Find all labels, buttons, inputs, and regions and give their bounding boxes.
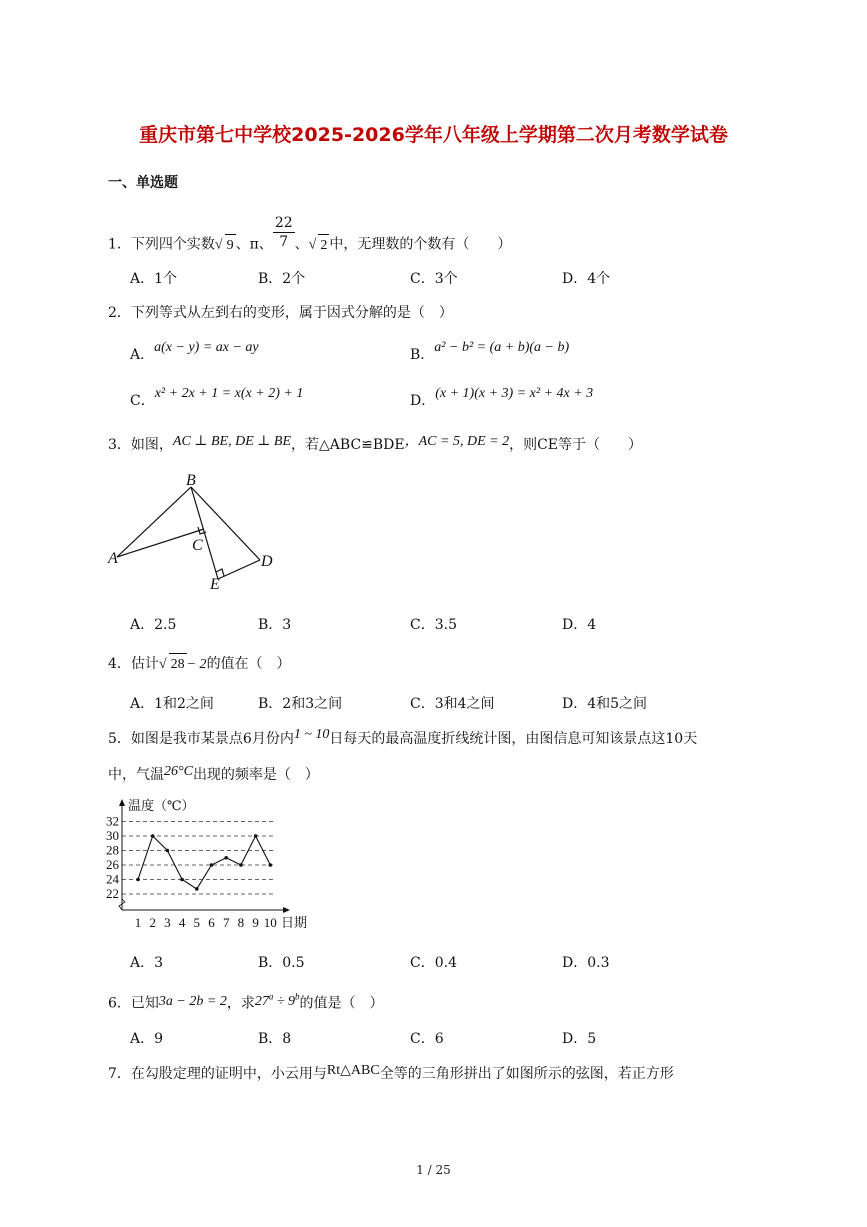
q1-prefix: 1．下列四个实数 — [108, 236, 215, 253]
triangle-figure — [100, 468, 300, 596]
q3-given: ，AC = 5, DE = 2 — [404, 434, 510, 449]
q2-option-b[interactable] — [410, 340, 570, 364]
data-point — [224, 856, 228, 860]
exponent-a: a — [268, 991, 274, 1001]
y-tick-label: 32 — [106, 813, 119, 829]
question-7 — [108, 1063, 674, 1086]
x-tick-label: 1 — [134, 915, 142, 930]
y-tick-label: 24 — [106, 871, 119, 887]
q6-mid: ，求 — [226, 995, 255, 1012]
label-b: B — [186, 472, 196, 489]
q5-text-c: 中，气温 — [108, 767, 164, 783]
section-heading: 一、单选题 — [108, 175, 178, 191]
x-tick-label: 5 — [193, 915, 201, 930]
option-label: C． — [130, 393, 155, 409]
data-point — [269, 863, 273, 867]
q1-option-d[interactable]: D．4个 — [562, 271, 611, 287]
sqrt-sign: √ — [308, 237, 317, 253]
q5-date-range: 1 ~ 10 — [293, 727, 330, 742]
q1-suffix: 中，无理数的个数有（ ） — [329, 236, 512, 253]
q6-option-b[interactable]: B．8 — [258, 1031, 292, 1047]
option-expression: a(x − y) = ax − ay — [154, 340, 259, 355]
data-point — [239, 863, 243, 867]
data-point — [166, 849, 170, 853]
question-3 — [108, 434, 642, 457]
sqrt-sign: √ — [158, 657, 167, 672]
segment-ac — [117, 529, 204, 557]
sqrt-sign: √ — [214, 237, 223, 253]
data-point — [254, 834, 258, 838]
q3-ask: ，则CE等于（ ） — [509, 437, 643, 453]
q6-option-d[interactable]: D．5 — [562, 1031, 597, 1047]
label-e: E — [210, 576, 220, 593]
x-tick-label: 8 — [237, 915, 245, 930]
x-tick-label: 4 — [178, 915, 186, 930]
option-expression: x² + 2x + 1 = x(x + 2) + 1 — [154, 386, 304, 401]
q4-option-a[interactable]: A．1和2之间 — [130, 696, 214, 712]
q5-text-d: 出现的频率是（ ） — [192, 767, 319, 783]
x-axis-arrow — [283, 907, 290, 913]
fraction — [273, 214, 295, 251]
y-axis-label: 温度（℃） — [128, 798, 195, 813]
exponent-b: b — [295, 991, 300, 1001]
q6-option-c[interactable]: C．6 — [410, 1031, 444, 1047]
q5-option-c[interactable]: C．0.4 — [410, 955, 457, 971]
q5-option-d[interactable]: D．0.3 — [562, 955, 610, 971]
option-expression: a² − b² = (a + b)(a − b) — [434, 340, 570, 355]
q3-prefix: 3．如图， — [108, 437, 173, 453]
right-angle-mark-c — [198, 527, 206, 534]
q1-option-c[interactable]: C．3个 — [410, 271, 458, 287]
q5-temperature: 26°C — [164, 764, 193, 779]
x-tick-label: 9 — [252, 915, 259, 930]
segment-ed — [218, 560, 260, 579]
option-label: D． — [410, 393, 436, 409]
q4-option-c[interactable]: C．3和4之间 — [410, 696, 495, 712]
q3-option-c[interactable]: C．3.5 — [410, 617, 457, 633]
question-2: 2．下列等式从左到右的变形，属于因式分解的是（ ） — [108, 305, 453, 321]
q1-option-b[interactable]: B．2个 — [258, 271, 306, 287]
q7-prefix: 7．在勾股定理的证明中，小云用与 — [108, 1066, 327, 1082]
q7-triangle: Rt△ABC — [326, 1063, 380, 1078]
page-number: 1 / 25 — [416, 1163, 451, 1177]
q3-option-b[interactable]: B．3 — [258, 617, 292, 633]
q1-option-a[interactable]: A．1个 — [130, 271, 178, 287]
label-a: A — [108, 550, 118, 567]
sqrt-9: 9 — [225, 234, 236, 257]
q7-suffix: 全等的三角形拼出了如图所示的弦图，若正方形 — [379, 1066, 674, 1082]
fraction-denominator: 7 — [279, 234, 289, 250]
q3-option-d[interactable]: D．4 — [562, 617, 597, 633]
q2-option-c[interactable] — [130, 386, 304, 410]
data-point — [195, 887, 199, 891]
y-tick-label: 22 — [106, 886, 119, 901]
q1-sep1: 、π、 — [235, 236, 273, 253]
q5-option-b[interactable]: B．0.5 — [258, 955, 305, 971]
question-4 — [108, 653, 291, 676]
x-tick-label: 7 — [222, 915, 230, 930]
q2-option-a[interactable] — [130, 340, 259, 364]
q2-option-d[interactable] — [410, 386, 594, 410]
q6-condition: 3a − 2b = 2 — [158, 993, 227, 1009]
x-axis-label: 日期 — [281, 915, 308, 930]
option-label: B． — [410, 347, 435, 363]
q4-suffix: 的值在（ ） — [206, 656, 291, 672]
option-expression: (x + 1)(x + 3) = x² + 4x + 3 — [435, 386, 594, 401]
q4-option-b[interactable]: B．2和3之间 — [258, 696, 343, 712]
data-point — [136, 878, 140, 882]
label-c: C — [192, 537, 203, 554]
q1-sep2: 、 — [294, 236, 309, 253]
y-tick-label: 26 — [106, 857, 119, 872]
q4-option-d[interactable]: D．4和5之间 — [562, 696, 648, 712]
q6-prefix: 6．已知 — [108, 995, 159, 1012]
x-tick-label: 2 — [149, 915, 156, 930]
q6-option-a[interactable]: A．9 — [130, 1031, 164, 1047]
q4-prefix: 4．估计 — [108, 656, 159, 672]
sqrt-2: 2 — [318, 234, 329, 257]
q3-condition: AC ⊥ BE, DE ⊥ BE — [172, 434, 292, 449]
y-tick-label: 30 — [106, 828, 119, 843]
q4-minus-two: − 2 — [186, 657, 207, 672]
base-27: 27 — [254, 993, 269, 1009]
sqrt-28: 28 — [169, 653, 187, 676]
y-axis-arrow — [119, 799, 125, 806]
option-label: A． — [130, 347, 155, 363]
q3-congruence: ，若△ABC≌BDE — [291, 437, 405, 453]
data-point — [210, 863, 214, 867]
question-5-line-1 — [108, 728, 697, 751]
q5-text-a: 5．如图是我市某景点6月份内 — [108, 731, 294, 747]
segment-ab — [117, 487, 191, 557]
question-5-line-2 — [108, 764, 319, 787]
fraction-numerator: 22 — [274, 215, 293, 231]
question-6 — [108, 988, 384, 1016]
x-tick-label: 6 — [208, 915, 215, 930]
data-point — [180, 878, 184, 882]
temperature-series-line — [138, 836, 270, 889]
base-9: 9 — [288, 993, 296, 1009]
x-tick-label: 10 — [263, 915, 277, 930]
q5-text-b: 日每天的最高温度折线统计图，由图信息可知该景点这10天 — [329, 731, 698, 747]
temperature-line-chart — [100, 796, 320, 936]
page-title: 重庆市第七中学校2025-2026学年八年级上学期第二次月考数学试卷 — [139, 124, 728, 146]
q5-option-a[interactable]: A．3 — [130, 955, 164, 971]
y-tick-label: 28 — [106, 842, 119, 858]
label-d: D — [261, 553, 273, 570]
question-1 — [108, 215, 512, 263]
q6-suffix: 的值是（ ） — [299, 995, 384, 1012]
data-point — [151, 834, 155, 838]
q3-option-a[interactable]: A．2.5 — [130, 617, 177, 633]
x-tick-label: 3 — [164, 915, 171, 930]
divide-sign: ÷ — [273, 993, 289, 1009]
